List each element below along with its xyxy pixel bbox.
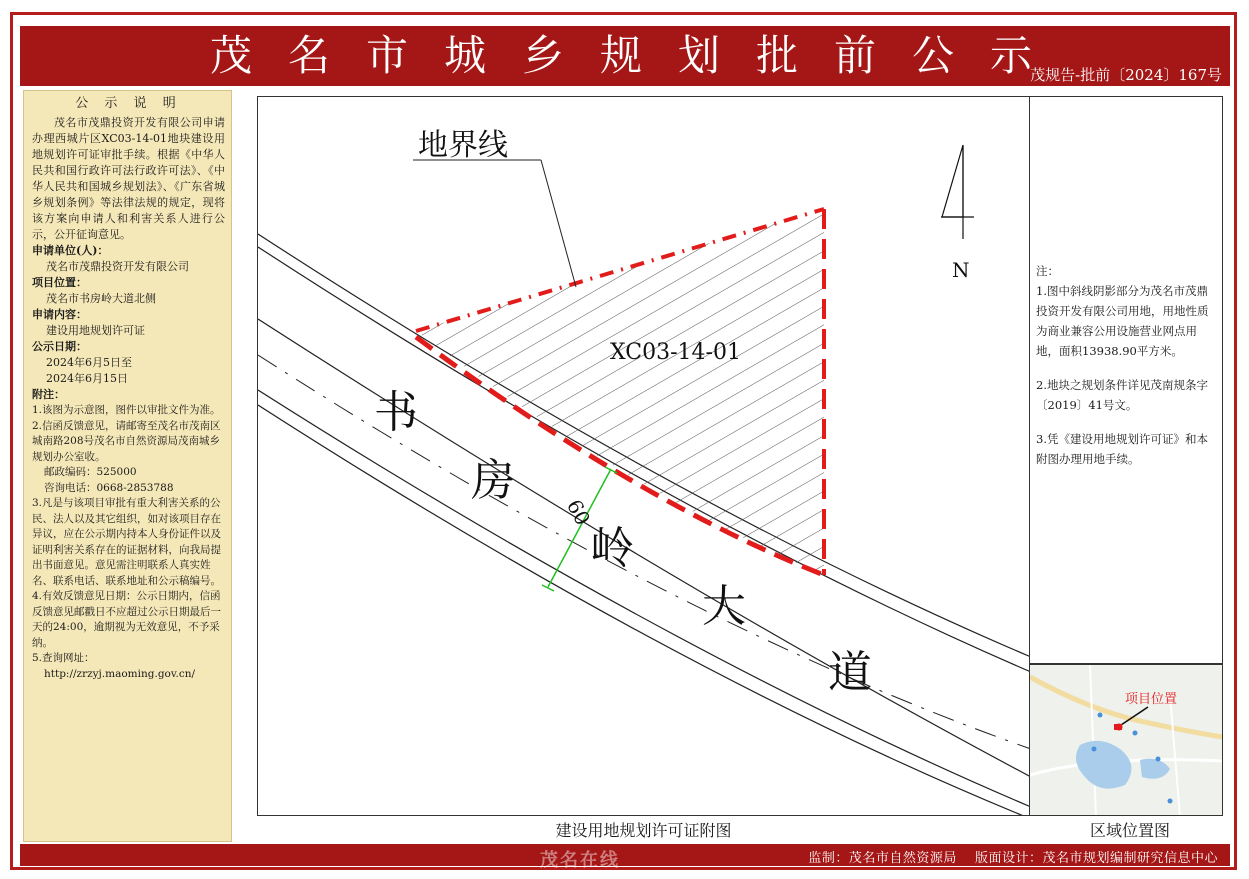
watermark-logo: 茂名在线 bbox=[540, 850, 620, 871]
date-label: 公示日期： bbox=[32, 340, 87, 353]
notice-intro: 茂名市茂鼎投资开发有限公司申请办理西城片区XC03-14-01地块建设用地规划许可证审批手续。根据《中华人民共和国行政许可法行政许可法》、《中华人民共和国城乡规划法》、《广东省城乡规划条例》等法律法规的规定，现将该方案向申请人和利害关系人进行公示，公开征询意见。 bbox=[32, 116, 225, 241]
road-width-value: 60 bbox=[561, 495, 596, 530]
query-url-link[interactable]: http://zrzyj.maoming.gov.cn/ bbox=[44, 667, 196, 680]
page-title: 茂名市城乡规划批前公示 bbox=[210, 31, 1069, 80]
location-pin-icon bbox=[1116, 724, 1123, 731]
road-name-char: 道 bbox=[828, 647, 872, 698]
map-poi-icon bbox=[1133, 731, 1138, 736]
notice-panel-title: 公 示 说 明 bbox=[75, 96, 182, 111]
site-plan-svg bbox=[258, 97, 1030, 816]
site-plan-map bbox=[257, 96, 1030, 816]
map-poi-icon bbox=[1098, 713, 1103, 718]
north-arrow-icon bbox=[942, 145, 963, 217]
regional-location-map bbox=[1030, 664, 1223, 816]
plan-note-item: 1.图中斜线阴影部分为茂名市茂鼎投资开发有限公司用地，用地性质为商业兼容公用设施营业网点用地，面积13938.90平方米。 bbox=[1036, 284, 1209, 358]
map-poi-icon bbox=[1168, 799, 1173, 804]
date-to: 2024年6月15日 bbox=[46, 372, 128, 385]
note-item: 5.查询网址： bbox=[32, 652, 95, 664]
location-map-svg bbox=[1030, 665, 1223, 816]
header-bar bbox=[20, 26, 1230, 86]
location-label: 项目位置 bbox=[1125, 692, 1178, 707]
notice-panel bbox=[23, 90, 232, 842]
applicant-value: 茂名市茂鼎投资开发有限公司 bbox=[46, 260, 189, 273]
road-name-char: 大 bbox=[702, 581, 746, 632]
note-item: 2.信函反馈意见，请邮寄至茂名市茂南区城南路208号茂名市自然资源局茂南城乡规划办公室收。 bbox=[32, 419, 221, 463]
note-item: 3.凡是与该项目审批有重大利害关系的公民、法人以及其它组织，如对该项目存在异议，应在公示期内持本人身份证件以及证明利害关系存在的证据材料，向我局提出书面意见。意见需注明联系人真实姓名、联系电话、联系地址和公示稿编号。 bbox=[32, 497, 221, 587]
plan-note-item: 3.凭《建设用地规划许可证》和本附图办理用地手续。 bbox=[1036, 432, 1208, 466]
parcel-id: XC03-14-01 bbox=[610, 340, 741, 365]
site-plan-caption: 建设用地规划许可证附图 bbox=[555, 821, 732, 840]
footer-credits: 监制：茂名市自然资源局 版面设计：茂名市规划编制研究信息中心 bbox=[808, 851, 1218, 866]
postcode: 邮政编码：525000 bbox=[44, 466, 137, 478]
road-width-tick bbox=[605, 467, 617, 473]
phone: 咨询电话：0668-2853788 bbox=[44, 481, 174, 494]
road-name-char: 书 bbox=[374, 387, 418, 438]
map-poi-icon bbox=[1156, 757, 1161, 762]
boundary-callout-leader bbox=[541, 160, 576, 287]
north-label: N bbox=[952, 258, 970, 282]
note-item: 4.有效反馈意见日期：公示日期内，信函反馈意见邮戳日不应超过公示日期最后一天的24:00，逾期视为无效意见，不予采纳。 bbox=[32, 590, 221, 649]
road-name-char: 岭 bbox=[590, 523, 634, 574]
location-value: 茂名市书房岭大道北侧 bbox=[46, 292, 156, 305]
plan-notes-head: 注： bbox=[1036, 264, 1059, 278]
content-label: 申请内容： bbox=[32, 308, 87, 321]
footer-bar bbox=[20, 844, 1230, 866]
plan-note-item: 2.地块之规划条件详见茂南规条字〔2019〕41号文。 bbox=[1036, 378, 1208, 412]
map-poi-icon bbox=[1092, 747, 1097, 752]
boundary-label: 地界线 bbox=[418, 128, 508, 163]
notes-label: 附注： bbox=[32, 388, 65, 401]
applicant-label: 申请单位(人)： bbox=[32, 244, 109, 257]
road-name-char: 房 bbox=[471, 455, 515, 506]
date-from: 2024年6月5日至 bbox=[46, 356, 132, 369]
note-item: 1.该图为示意图，图件以审批文件为准。 bbox=[32, 404, 221, 416]
plan-notes bbox=[1030, 96, 1223, 664]
location-map-caption: 区域位置图 bbox=[1089, 821, 1170, 840]
document-number: 茂规告-批前〔2024〕167号 bbox=[1030, 66, 1222, 84]
location-label: 项目位置： bbox=[32, 276, 87, 289]
content-value: 建设用地规划许可证 bbox=[46, 324, 145, 337]
notes-list bbox=[32, 403, 225, 682]
